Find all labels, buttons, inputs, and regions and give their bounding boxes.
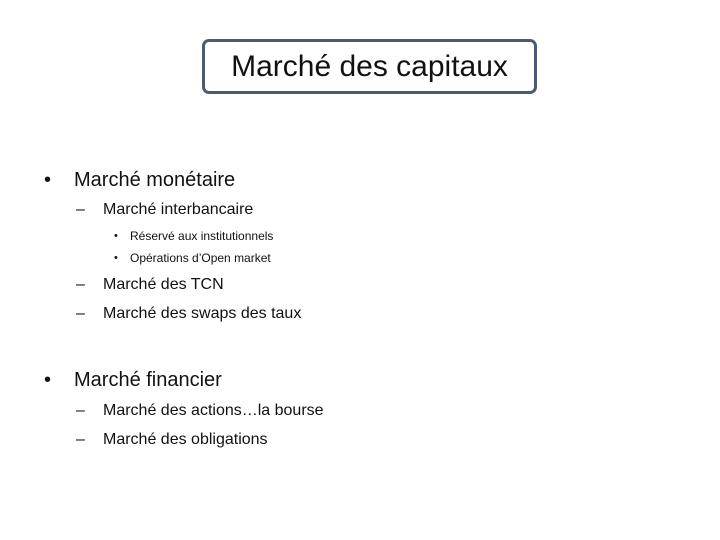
subsubbullet-operations-open-market [114,250,271,266]
bullet-marche-financier [44,367,222,393]
subbullet-marche-tcn [76,274,224,296]
subbullet-marche-swaps [76,303,301,325]
subsubbullet-text: Réservé aux institutionnels [130,229,274,243]
subbullet-text: Marché des TCN [103,276,224,293]
bullet-marker: • [44,168,52,191]
bullet-text: Marché monétaire [74,168,236,191]
dash-marker: – [76,276,85,293]
dash-marker: – [76,201,85,218]
bullet-marche-monetaire [44,167,235,193]
slide-title-box [202,39,537,94]
bullet-marker: • [114,252,118,264]
dash-marker: – [76,402,85,419]
slide-title: Marché des capitaux [231,49,508,83]
subbullet-text: Marché des obligations [103,431,268,448]
subbullet-text: Marché interbancaire [103,201,254,218]
bullet-text: Marché financier [74,368,222,391]
dash-marker: – [76,431,85,448]
subbullet-marche-interbancaire [76,199,253,221]
dash-marker: – [76,305,85,322]
subsubbullet-reserve-institutionnels [114,228,273,244]
subbullet-text: Marché des swaps des taux [103,305,302,322]
subbullet-text: Marché des actions…la bourse [103,402,324,419]
bullet-marker: • [114,230,118,242]
subbullet-marche-actions [76,400,324,422]
subsubbullet-text: Opérations d’Open market [130,251,271,265]
subbullet-marche-obligations [76,429,268,451]
bullet-marker: • [44,368,52,391]
